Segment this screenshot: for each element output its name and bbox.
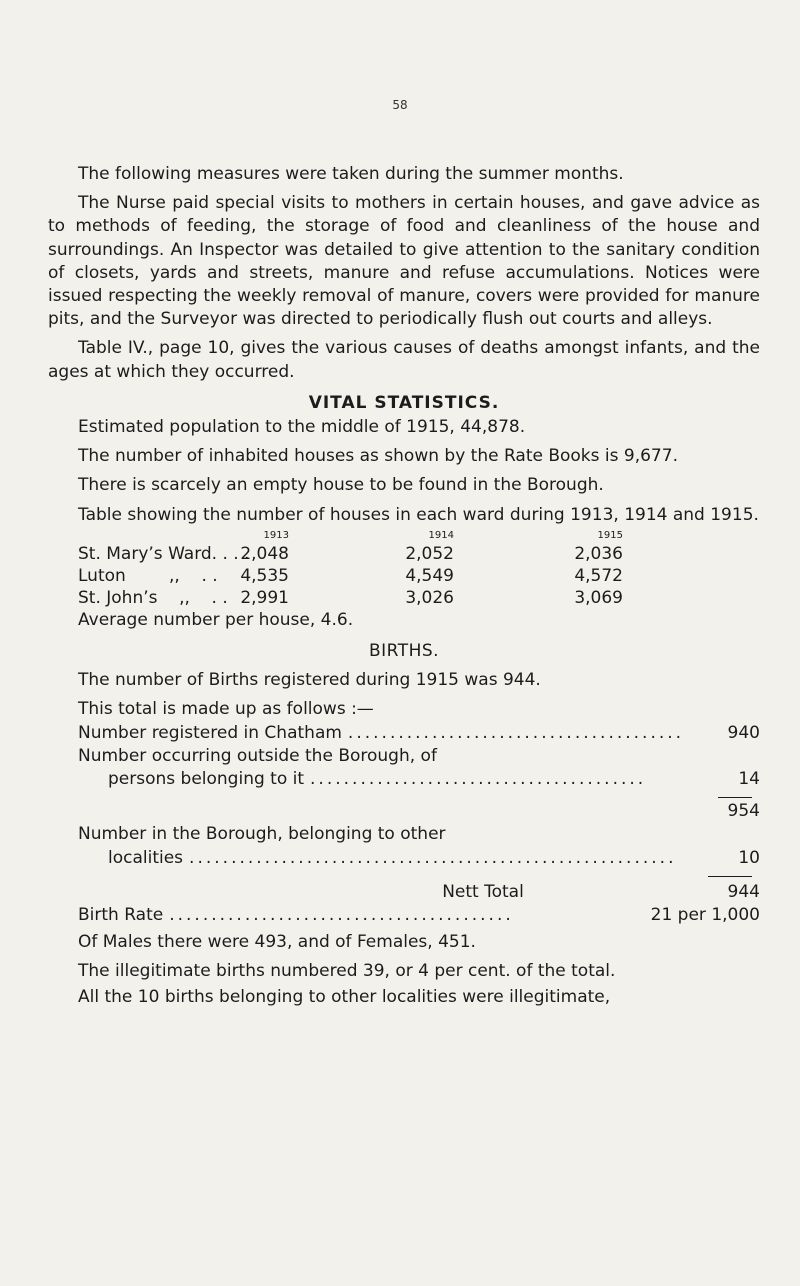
paragraph-nurse-visits: The Nurse paid special visits to mothers in certain houses, and gave advice as to methods of feeding, the storage of food and cleanliness of the house and surroundings. An Inspector was detailed to give attention to the sanitary condition of closets, yards and streets, manure and refuse accumulations. Notices were issued respecting the weekly removal of manure, covers were provided for manure pits, and the Surveyor was directed to periodically flush out courts and alleys.: [48, 193, 760, 330]
sum-rule: [708, 876, 752, 877]
subtotal-value: 954: [727, 801, 760, 822]
registered-row: [78, 722, 760, 745]
table-row: [48, 565, 760, 587]
illegitimate-line: The illegitimate births numbered 39, or 4 per cent. of the total.: [78, 961, 616, 982]
birth-rate-label: Birth Rate: [78, 905, 164, 926]
ward-value-1915: 3,069: [574, 587, 623, 608]
subtotal-row: [78, 800, 760, 823]
ward-table-intro: Table showing the number of houses in each ward during 1913, 1914 and 1915.: [78, 504, 759, 525]
leader-dots: ........................................: [310, 769, 647, 790]
other-localities-row: [78, 823, 760, 869]
ward-value-1915: 2,036: [574, 543, 623, 564]
ward-table-header-row: [48, 529, 760, 543]
leader-dots: .........................................: [169, 905, 514, 926]
ward-houses-table: [48, 529, 760, 609]
table-row: [48, 587, 760, 609]
outside-row: [78, 745, 760, 791]
paragraph-table-iv: Table IV., page 10, gives the various causes of deaths amongst infants, and the ages at which they occurred.: [48, 338, 760, 382]
ward-name: Luton ,, . .: [78, 565, 218, 586]
leader-dots: ........................................: [347, 722, 685, 743]
year-header-1915: 1915: [597, 529, 623, 541]
population-line: Estimated population to the middle of 1915, 44,878.: [78, 417, 526, 438]
other-value: 10: [738, 847, 760, 868]
registered-label: Number registered in Chatham: [78, 722, 342, 743]
birth-rate-row: [78, 904, 760, 927]
ward-value-1914: 4,549: [405, 565, 454, 586]
births-breakdown: [48, 722, 760, 928]
ward-value-1913: 2,048: [240, 543, 289, 564]
average-per-house: Average number per house, 4.6.: [78, 609, 354, 630]
document-body: [48, 163, 760, 1009]
ward-value-1913: 4,535: [240, 565, 289, 586]
sum-rule: [718, 797, 752, 798]
year-header-1913: 1913: [263, 529, 289, 541]
other-localities-illegitimate-line: All the 10 births belonging to other localities were illegitimate,: [78, 986, 611, 1007]
births-made-up-line: This total is made up as follows :—: [78, 699, 374, 720]
paragraph-summer-measures: The following measures were taken during the summer months.: [78, 164, 624, 184]
births-heading: BIRTHS.: [368, 641, 440, 662]
vital-statistics-heading: VITAL STATISTICS.: [308, 392, 500, 413]
ward-value-1913: 2,991: [240, 587, 289, 608]
sexes-line: Of Males there were 493, and of Females, 451.: [78, 932, 476, 953]
outside-label-line-2: persons belonging to it: [108, 769, 305, 790]
year-header-1914: 1914: [428, 529, 454, 541]
nett-total-row: [78, 881, 760, 904]
other-label-line-1: Number in the Borough, belonging to other: [78, 824, 446, 845]
birth-rate-value: 21 per 1,000: [650, 905, 760, 926]
page-number: 58: [392, 98, 408, 112]
ward-value-1915: 4,572: [574, 565, 623, 586]
leader-dots: ..........................................................: [189, 847, 677, 868]
inhabited-houses-line: The number of inhabited houses as shown by the Rate Books is 9,677.: [78, 446, 678, 467]
table-row: [48, 543, 760, 565]
births-total-line: The number of Births registered during 1915 was 944.: [78, 670, 541, 691]
ward-value-1914: 3,026: [405, 587, 454, 608]
outside-value: 14: [738, 769, 760, 790]
ward-value-1914: 2,052: [405, 543, 454, 564]
other-label-line-2: localities: [108, 847, 184, 868]
ward-name: St. Mary’s Ward. . . .: [78, 543, 250, 564]
ward-name: St. John’s ,, . .: [78, 587, 228, 608]
outside-label-line-1: Number occurring outside the Borough, of: [78, 745, 437, 766]
empty-house-line: There is scarcely an empty house to be found in the Borough.: [78, 475, 604, 496]
registered-value: 940: [727, 722, 760, 743]
nett-total-label: Nett Total: [442, 881, 524, 902]
nett-total-value: 944: [727, 881, 760, 902]
